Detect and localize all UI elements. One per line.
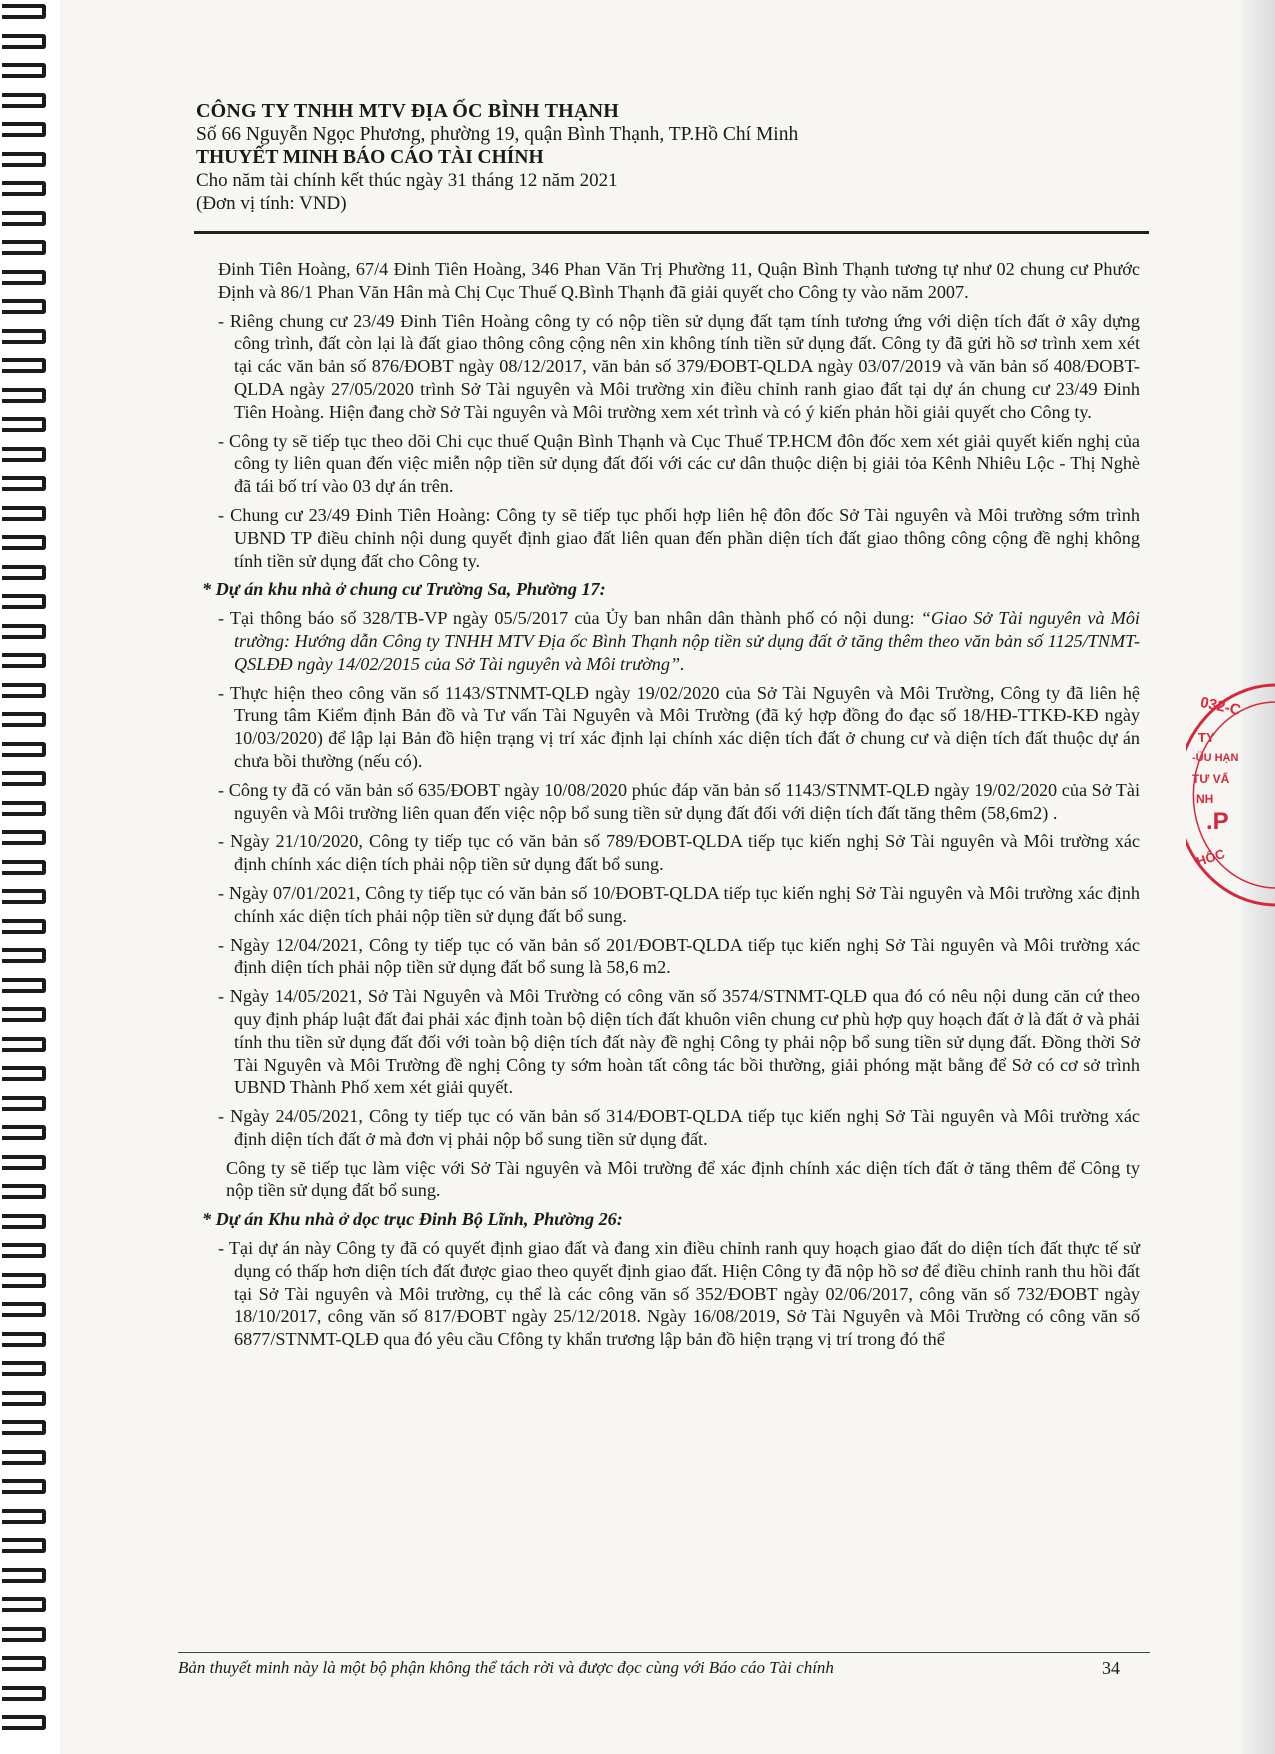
footer-divider bbox=[178, 1652, 1150, 1653]
bullet-item: - Thực hiện theo công văn số 1143/STNMT-QLĐ ngày 19/02/2020 của Sở Tài Nguyên và Môi Trường, Công ty đã liên hệ Trung tâm Kiểm định Bản đồ và Tư vấn Tài Nguyên và Môi Trường (đã ký hợp đồng đo đạc số 18/HĐ-TTKĐ-KĐ ngày 10/03/2020) để lập lại Bản đồ hiện trạng vị trí xác định lại chính xác diện tích đất ở chung cư và diện tích đất thuộc dự án chưa bồi thường (nếu có). bbox=[218, 682, 1140, 771]
bullet-item bbox=[218, 607, 1140, 675]
company-name: CÔNG TY TNHH MTV ĐỊA ỐC BÌNH THẠNH bbox=[196, 100, 619, 122]
binding-ring bbox=[2, 506, 46, 521]
fiscal-period: Cho năm tài chính kết thúc ngày 31 tháng 12 năm 2021 bbox=[196, 170, 618, 191]
binding-ring bbox=[2, 1273, 46, 1288]
binding-ring bbox=[2, 476, 46, 491]
binding-ring bbox=[2, 417, 46, 432]
bullet-item: - Ngày 12/04/2021, Công ty tiếp tục có văn bản số 201/ĐOBT-QLDA tiếp tục kiến nghị Sở Tài nguyên và Môi trường xác định diện tích phải nộp tiền sử dụng đất bổ sung là 58,6 m2. bbox=[218, 934, 1140, 978]
seal-text: -ÜU HẠN bbox=[1192, 752, 1239, 764]
bullet-item: - Chung cư 23/49 Đinh Tiên Hoàng: Công ty sẽ tiếp tục phối hợp liên hệ đôn đốc Sở Tài nguyên và Môi trường sớm trình UBND TP điều chỉnh nội dung quyết định giao đất liên quan đến phần diện tích đất giao thông công cộng đề nghị không tính tiền sử dụng đất cho Công ty. bbox=[218, 504, 1140, 571]
binding-ring bbox=[2, 683, 46, 698]
binding-ring bbox=[2, 565, 46, 580]
binding-ring bbox=[2, 270, 46, 285]
binding-ring bbox=[2, 771, 46, 786]
binding-ring bbox=[2, 948, 46, 963]
binding-ring bbox=[2, 63, 46, 78]
bullet-item: - Tại dự án này Công ty đã có quyết định giao đất và đang xin điều chỉnh ranh quy hoạch giao đất do diện tích đất thực tế sử dụng có thấp hơn diện tích đất được giao theo quyết định giao đất. Hiện Công ty đã nộp hồ sơ để điều chỉnh ranh thu hồi đất tại Sở Tài nguyên và Môi trường, cụ thể là các công văn số 352/ĐOBT ngày 02/06/2017, công văn số 732/ĐOBT ngày 18/10/2017, công văn số 817/ĐOBT ngày 25/12/2018. Ngày 16/08/2019, Sở Tài Nguyên và Môi Trường có công văn số 6877/STNMT-QLĐ qua đó yêu cầu Cfông ty khẩn trương lập bản đồ hiện trạng vị trí trong đó thể bbox=[218, 1238, 1140, 1350]
paragraph: Công ty sẽ tiếp tục làm việc với Sở Tài nguyên và Môi trường để xác định chính xác diện tích đất ở tăng thêm để Công ty nộp tiền sử dụng đất bổ sung. bbox=[226, 1157, 1140, 1201]
bullet-item: - Riêng chung cư 23/49 Đinh Tiên Hoàng công ty có nộp tiền sử dụng đất tạm tính tương ứng với diện tích đất ở xây dựng công trình, đất còn lại là đất giao thông công cộng nên xin không tính tiền sử dụng đất. Công ty đã gửi hồ sơ trình xem xét tại các văn bản số 876/ĐOBT ngày 08/12/2017, văn bản số 379/ĐOBT-QLDA ngày 03/07/2019 và văn bản số 408/ĐOBT-QLDA ngày 27/05/2020 trình Sở Tài nguyên và Môi trường xin điều chỉnh ranh giao đất tại dự án chung cư 23/49 Đinh Tiên Hoàng. Hiện đang chờ Sở Tài nguyên và Môi trường xem xét trình và có ý kiến phản hồi giải quyết cho Công ty. bbox=[218, 310, 1140, 422]
page-number: 34 bbox=[1102, 1658, 1120, 1678]
bullet-item: - Công ty đã có văn bản số 635/ĐOBT ngày 10/08/2020 phúc đáp văn bản số 1143/STNMT-QLĐ ngày 19/02/2020 của Sở Tài nguyên và Môi trường liên quan đến việc nộp bổ sung tiền sử dụng đất đối với diện tích đất tăng thêm (58,6m2) . bbox=[218, 779, 1140, 823]
binding-ring bbox=[2, 211, 46, 226]
bullet-item: - Ngày 07/01/2021, Công ty tiếp tục có văn bản số 10/ĐOBT-QLDA tiếp tục kiến nghị Sở Tài nguyên và Môi trường xác định chính xác diện tích phải nộp tiền sử dụng đất bổ sung. bbox=[218, 882, 1140, 926]
currency-unit: (Đơn vị tính: VND) bbox=[196, 193, 347, 214]
binding-ring bbox=[2, 1361, 46, 1376]
binding-ring bbox=[2, 240, 46, 255]
binding-ring bbox=[2, 1066, 46, 1081]
binding-ring bbox=[2, 1597, 46, 1612]
binding-ring bbox=[2, 742, 46, 757]
header-divider bbox=[194, 231, 1149, 234]
binding-ring bbox=[2, 653, 46, 668]
binding-ring bbox=[2, 1450, 46, 1465]
binding-ring bbox=[2, 978, 46, 993]
binding-ring bbox=[2, 1096, 46, 1111]
seal-text: TY bbox=[1198, 730, 1215, 745]
seal-text: 032-C bbox=[1198, 693, 1243, 720]
binding-ring bbox=[2, 830, 46, 845]
binding-ring bbox=[2, 1125, 46, 1140]
section-heading: * Dự án Khu nhà ở dọc trục Đinh Bộ Lĩnh, Phường 26: bbox=[202, 1209, 623, 1230]
binding-ring bbox=[2, 860, 46, 875]
binding-ring bbox=[2, 388, 46, 403]
bullet-item: - Ngày 14/05/2021, Sở Tài Nguyên và Môi Trường có công văn số 3574/STNMT-QLĐ qua đó có nêu nội dung căn cứ theo quy định pháp luật đất đai phải xác định toàn bộ diện tích đất khuôn viên chung cư phù hợp quy hoạch đất ở là đất ở và phải tính thu tiền sử dụng đất đối với toàn bộ diện tích đất này đề nghị Công ty phải nộp bổ sung tiền sử dụng đất. Đồng thời Sở Tài Nguyên và Môi Trường đề nghị Công ty sớm hoàn tất công tác bồi thường, giải phóng mặt bằng để Sở có cơ sở trình UBND Thành Phố xem xét giải quyết. bbox=[218, 986, 1140, 1098]
binding-ring bbox=[2, 4, 46, 19]
seal-text: TƯ VẤ bbox=[1192, 772, 1230, 786]
footer-note: Bản thuyết minh này là một bộ phận không thể tách rời và được đọc cùng với Báo cáo Tài chính bbox=[178, 1658, 834, 1677]
binding-ring bbox=[2, 447, 46, 462]
bullet-item: - Công ty sẽ tiếp tục theo dõi Chi cục thuế Quận Bình Thạnh và Cục Thuế TP.HCM đôn đốc xem xét giải quyết kiến nghị của công ty liên quan đến việc miễn nộp tiền sử dụng đất đối với các cư dân thuộc diện bị giải tỏa Kênh Nhiêu Lộc - Thị Nghè đã tái bố trí vào 03 dự án trên. bbox=[218, 430, 1140, 497]
binding-ring bbox=[2, 1686, 46, 1701]
binding-ring bbox=[2, 1332, 46, 1347]
binding-ring bbox=[2, 122, 46, 137]
binding-ring bbox=[2, 889, 46, 904]
document-header bbox=[196, 100, 1156, 215]
binding-ring bbox=[2, 1479, 46, 1494]
binding-ring bbox=[2, 801, 46, 816]
binding-ring bbox=[2, 1184, 46, 1199]
binding-ring bbox=[2, 535, 46, 550]
binding-ring bbox=[2, 1302, 46, 1317]
binding-ring bbox=[2, 1656, 46, 1671]
binding-ring bbox=[2, 152, 46, 167]
bullet-text: - Tại thông báo số 328/TB-VP ngày 05/5/2017 của Ủy ban nhân dân thành phố có nội dung: bbox=[218, 608, 921, 629]
binding-ring bbox=[2, 329, 46, 344]
bullet-item: - Ngày 24/05/2021, Công ty tiếp tục có văn bản số 314/ĐOBT-QLDA tiếp tục kiến nghị Sở Tài nguyên và Môi trường xác định diện tích đất ở mà đơn vị phải nộp bổ sung tiền sử dụng đất. bbox=[218, 1106, 1140, 1149]
company-seal-stamp bbox=[1186, 680, 1275, 910]
binding-ring bbox=[2, 1715, 46, 1730]
binding-ring bbox=[2, 1420, 46, 1435]
paragraph: Đinh Tiên Hoàng, 67/4 Đinh Tiên Hoàng, 346 Phan Văn Trị Phường 11, Quận Bình Thạnh tương tự như 02 chung cư Phước Định và 86/1 Phan Văn Hân mà Chị Cục Thuế Q.Bình Thạnh đã giải quyết cho Công ty vào năm 2007. bbox=[218, 259, 1140, 302]
seal-text: HỐC bbox=[1194, 845, 1227, 870]
spiral-binding bbox=[0, 0, 60, 1754]
binding-ring bbox=[2, 1568, 46, 1583]
seal-text: .P bbox=[1206, 808, 1229, 835]
binding-ring bbox=[2, 1627, 46, 1642]
section-heading: * Dự án khu nhà ở chung cư Trường Sa, Phường 17: bbox=[202, 579, 606, 600]
binding-ring bbox=[2, 1391, 46, 1406]
binding-ring bbox=[2, 34, 46, 49]
binding-ring bbox=[2, 1243, 46, 1258]
binding-ring bbox=[2, 1509, 46, 1524]
seal-text: NH bbox=[1196, 792, 1214, 806]
binding-ring bbox=[2, 624, 46, 639]
company-address: Số 66 Nguyễn Ngọc Phương, phường 19, quận Bình Thạnh, TP.Hồ Chí Minh bbox=[196, 124, 799, 145]
page-footer bbox=[178, 1658, 1150, 1678]
binding-ring bbox=[2, 1007, 46, 1022]
binding-ring bbox=[2, 181, 46, 196]
document-body bbox=[202, 258, 1140, 1357]
binding-ring bbox=[2, 1214, 46, 1229]
binding-ring bbox=[2, 358, 46, 373]
binding-ring bbox=[2, 1538, 46, 1553]
binding-ring bbox=[2, 712, 46, 727]
binding-ring bbox=[2, 1037, 46, 1052]
binding-ring bbox=[2, 594, 46, 609]
document-title: THUYẾT MINH BÁO CÁO TÀI CHÍNH bbox=[196, 147, 544, 168]
binding-ring bbox=[2, 919, 46, 934]
quoted-text: “Giao Sở Tài nguyên và Môi trường: Hướng dẫn Công ty TNHH MTV Địa ốc Bình Thạnh nộp tiền sử dụng đất ở tăng thêm theo văn bản số 1125/TNMT-QSLĐĐ ngày 14/02/2015 của Sở Tài nguyên và Môi trường”. bbox=[234, 608, 1140, 674]
bullet-item: - Ngày 21/10/2020, Công ty tiếp tục có văn bản số 789/ĐOBT-QLDA tiếp tục kiến nghị Sở Tài nguyên và Môi trường xác định chính xác diện tích phải nộp tiền sử dụng đất bổ sung. bbox=[218, 831, 1140, 875]
binding-ring bbox=[2, 299, 46, 314]
binding-ring bbox=[2, 93, 46, 108]
binding-ring bbox=[2, 1155, 46, 1170]
